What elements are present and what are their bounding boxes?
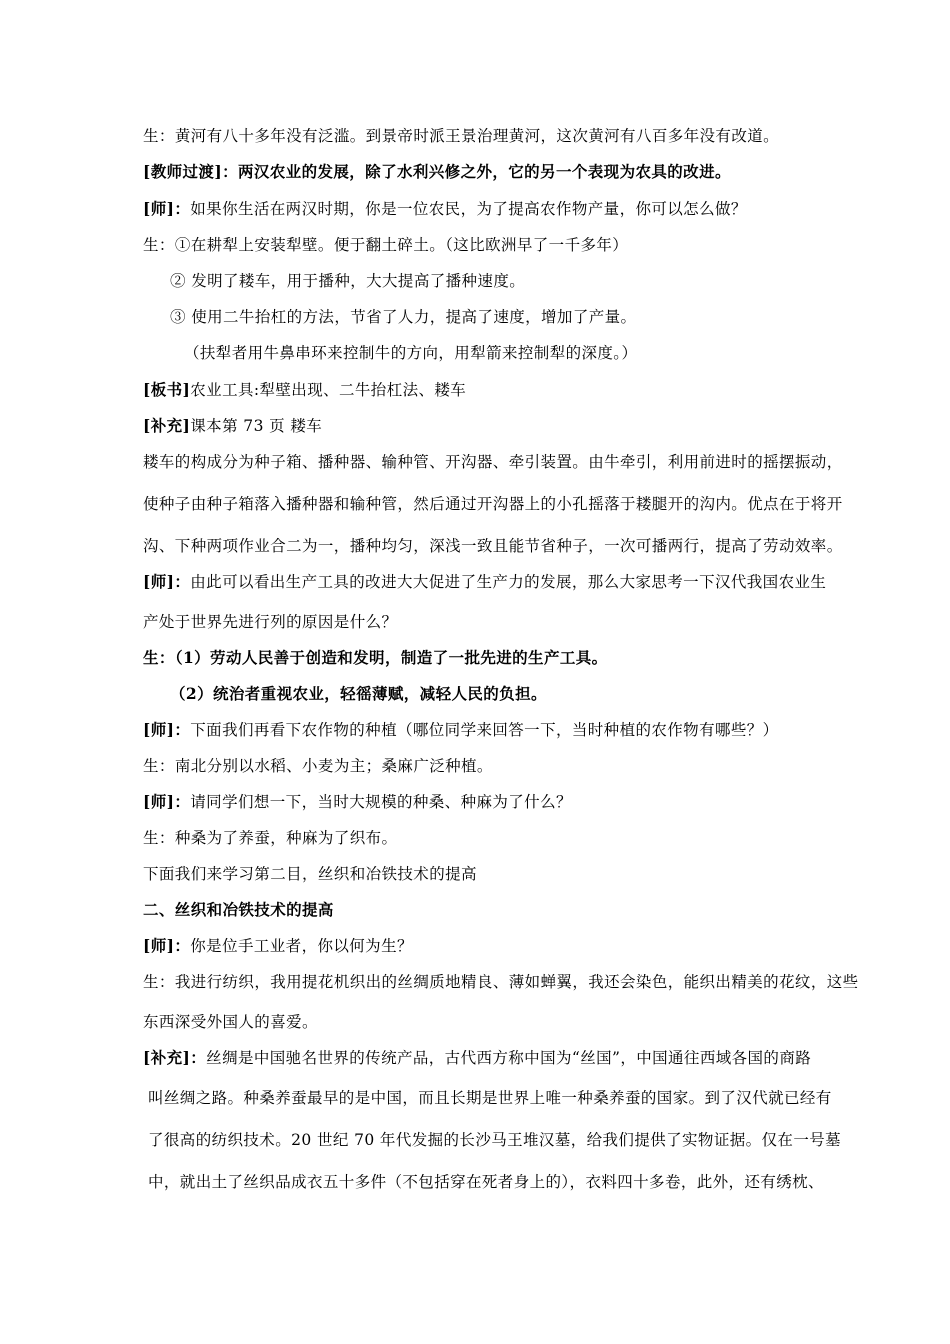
speaker-label: [教师过渡]： (143, 162, 238, 181)
speaker-label: [师]： (143, 572, 191, 591)
line-text: 你是位手工业者，你以何为生？ (190, 937, 413, 955)
list-item (170, 307, 636, 327)
text-line (143, 494, 843, 514)
teacher-transition-line (143, 162, 731, 182)
text-line (143, 452, 843, 472)
speaker-label: 生： (143, 236, 175, 254)
line-text: 叫丝绸之路。种桑养蚕最早的是中国，而且长期是世界上唯一种桑养蚕的国家。到了汉代就已经有 (148, 1089, 832, 1107)
line-text: 如果你生活在两汉时期，你是一位农民，为了提高农作物产量，你可以怎么做？ (190, 200, 747, 218)
line-text: 了很高的纺织技术。20 世纪 70 年代发掘的长沙马王堆汉墓，给我们提供了实物证据。仅在一号墓 (148, 1131, 842, 1149)
line-text: 黄河有八十多年没有泛滥。到景帝时派王景治理黄河，这次黄河有八百多年没有改道。 (174, 127, 780, 145)
text-line (143, 126, 779, 146)
line-text: ② 发明了耧车，用于播种，大大提高了播种速度。 (170, 272, 526, 290)
speaker-label: [师]： (143, 936, 191, 955)
line-text: （1）劳动人民善于创造和发明，制造了一批先进的生产工具。 (174, 648, 608, 667)
text-line (143, 235, 628, 255)
line-text: 种桑为了养蚕，种麻为了织布。 (174, 829, 398, 847)
line-text: 我进行纺织，我用提花机织出的丝绸质地精良、薄如蝉翼，我还会染色，能织出精美的花纹，这些 (174, 973, 859, 991)
line-text: 沟、下种两项作业合二为一，播种均匀，深浅一致且能节省种子，一次可播两行，提高了劳动效率。 (143, 537, 843, 555)
text-line (143, 612, 397, 632)
student-answer-line (143, 648, 608, 668)
line-text: 两汉农业的发展，除了水利兴修之外，它的另一个表现为农具的改进。 (237, 162, 731, 181)
line-text: ①在耕犁上安装犁壁。便于翻土碎土。（这比欧洲早了一千多年） (174, 236, 629, 254)
line-text: 二、丝织和冶铁技术的提高 (143, 900, 334, 919)
text-line (143, 828, 397, 848)
speaker-label: [师]： (143, 199, 191, 218)
line-text: ③ 使用二牛抬杠的方法，节省了人力，提高了速度，增加了产量。 (170, 308, 637, 326)
text-line (148, 1130, 841, 1150)
line-text: 请同学们想一下，当时大规模的种桑、种麻为了什么？ (190, 793, 572, 811)
text-line (143, 199, 747, 219)
speaker-label: 生： (143, 757, 175, 775)
text-line (143, 1048, 811, 1068)
line-text: 耧车的构成分为种子箱、播种器、输种管、开沟器、牵引装置。由牛牵引，利用前进时的摇摆振动， (143, 453, 843, 471)
line-text: 中，就出土了丝织品成衣五十多件（不包括穿在死者身上的），衣料四十多卷，此外，还有绣枕、 (148, 1173, 824, 1191)
speaker-label: [师]： (143, 720, 191, 739)
list-item (170, 271, 525, 291)
line-text: 由此可以看出生产工具的改进大大促进了生产力的发展，那么大家思考一下汉代我国农业生 (190, 573, 827, 591)
line-text: 课本第 73 页 耧车 (190, 417, 323, 435)
text-line (143, 720, 779, 740)
speaker-label: [补充]： (143, 1048, 207, 1067)
line-text: 使种子由种子箱落入播种器和输种管，然后通过开沟器上的小孔摇落于耧腿开的沟内。优点在于将开 (143, 495, 843, 513)
text-line (143, 572, 826, 592)
line-text: 产处于世界先进行列的原因是什么？ (143, 613, 398, 631)
speaker-label: [板书] (143, 380, 191, 399)
line-text: 下面我们来学习第二目，丝织和冶铁技术的提高 (143, 865, 477, 883)
text-line (143, 936, 413, 956)
speaker-label: [补充] (143, 416, 191, 435)
text-line (148, 1088, 832, 1108)
speaker-label: 生： (143, 973, 175, 991)
text-line (148, 1172, 824, 1192)
text-line (143, 416, 322, 436)
line-text: 南北分别以水稻、小麦为主；桑麻广泛种植。 (174, 757, 493, 775)
line-text: （扶犁者用牛鼻串环来控制牛的方向，用犁箭来控制犁的深度。） (184, 344, 638, 362)
line-text: 农业工具:犁壁出现、二牛抬杠法、耧车 (190, 381, 467, 399)
speaker-label: 生： (143, 829, 175, 847)
student-answer-line (170, 684, 547, 704)
text-line (143, 792, 572, 812)
speaker-label: [师]： (143, 792, 191, 811)
text-line (143, 864, 477, 884)
text-line (184, 343, 637, 363)
text-line (143, 380, 466, 400)
text-line (143, 972, 859, 992)
line-text: （2）统治者重视农业，轻徭薄赋，减轻人民的负担。 (170, 684, 547, 703)
speaker-label: 生： (143, 127, 175, 145)
text-line (143, 756, 493, 776)
section-heading (143, 900, 334, 920)
text-line (143, 536, 843, 556)
line-text: 东西深受外国人的喜爱。 (143, 1013, 318, 1031)
line-text: 丝绸是中国驰名世界的传统产品，古代西方称中国为“丝国”，中国通往西域各国的商路 (206, 1049, 812, 1067)
text-line (143, 1012, 318, 1032)
speaker-label: 生： (143, 648, 175, 667)
line-text: 下面我们再看下农作物的种植（哪位同学来回答一下，当时种植的农作物有哪些？） (190, 721, 779, 739)
